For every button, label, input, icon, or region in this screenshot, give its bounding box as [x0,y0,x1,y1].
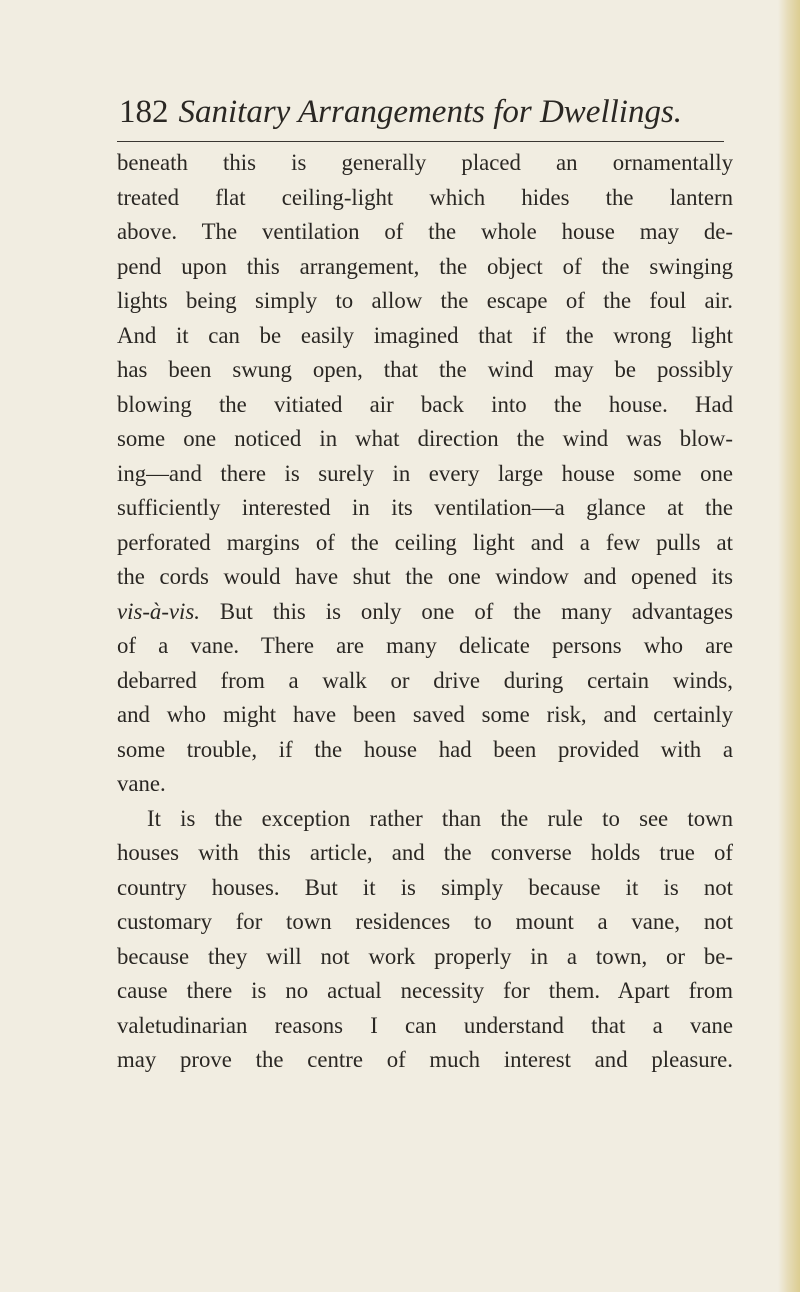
text-line: may prove the centre of much interest and pleasure. [117,1047,733,1072]
page-edge-shadow [778,0,800,1292]
text-line-paragraph-start: It is the exception rather than the rule to see town [147,805,733,831]
text-line [117,595,733,630]
text-line: and who might have been saved some risk, and certainly [117,702,733,727]
text-line: blowing the vitiated air back into the house. Had [117,391,733,417]
text-line: vane. [117,771,166,796]
text-line: ing—and there is surely in every large house some one [117,460,733,486]
header-rule [117,141,724,142]
body-text [117,146,733,1078]
text-line: lights being simply to allow the escape of the foul air. [117,288,733,313]
text-line: some trouble, if the house had been provided with a [117,736,733,762]
text-line: valetudinarian reasons I can understand that a vane [117,1012,733,1038]
text-line: of a vane. There are many delicate persons who are [117,633,733,658]
text-line: has been swung open, that the wind may be possibly [117,357,733,382]
text-line: above. The ventilation of the whole house may de- [117,219,733,244]
text-line-continuation: But this is only one of the many advantages [219,598,733,624]
text-line: treated flat ceiling-light which hides the lantern [117,184,733,210]
italic-phrase: vis-à-vis. [117,598,200,624]
text-line: cause there is no actual necessity for them. Apart from [117,978,733,1003]
text-line: sufficiently interested in its ventilation—a glance at the [117,495,733,520]
text-line: customary for town residences to mount a vane, not [117,909,733,934]
text-line: country houses. But it is simply because it is not [117,874,733,900]
text-line: beneath this is generally placed an ornamentally [117,150,733,175]
text-line: houses with this article, and the converse holds true of [117,840,733,865]
text-line: some one noticed in what direction the wind was blow- [117,426,733,451]
text-line: pend upon this arrangement, the object of the swinging [117,253,733,279]
text-line: the cords would have shut the one window and opened its [117,564,733,589]
page-number: 182 [119,94,169,130]
text-line: because they will not work properly in a town, or be- [117,943,733,969]
running-title: Sanitary Arrangements for Dwellings. [178,94,683,130]
text-line: And it can be easily imagined that if the wrong light [117,322,733,348]
book-page [117,92,737,1078]
text-line: debarred from a walk or drive during certain winds, [117,667,733,693]
running-head [117,92,737,132]
text-line: perforated margins of the ceiling light and a few pulls at [117,529,733,555]
